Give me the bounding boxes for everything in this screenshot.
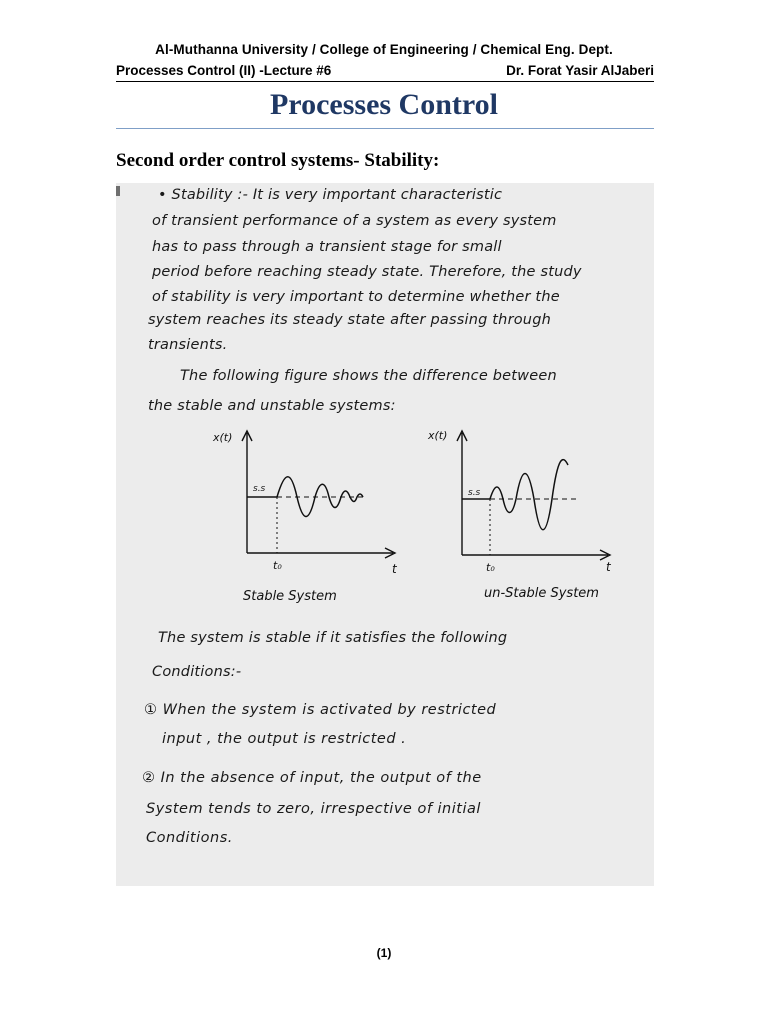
graph-caption: un-Stable System	[484, 586, 599, 601]
note-line: transients.	[148, 337, 228, 353]
note-line: • Stability :- It is very important characteristic	[158, 187, 503, 203]
note-line: The system is stable if it satisfies the following	[158, 630, 508, 646]
note-line: the stable and unstable systems:	[148, 398, 396, 414]
page-number: (1)	[376, 946, 392, 960]
institution-header: Al-Muthanna University / College of Engineering / Chemical Eng. Dept.	[155, 42, 613, 57]
y-axis-label: x(t)	[213, 431, 233, 444]
note-line: has to pass through a transient stage for small	[152, 239, 502, 255]
note-line: The following figure shows the difference between	[180, 368, 557, 384]
note-line: system reaches its steady state after passing through	[148, 312, 551, 328]
condition-2: ② In the absence of input, the output of the	[142, 770, 482, 786]
section-heading: Second order control systems- Stability:	[116, 150, 440, 171]
note-line: period before reaching steady state. Therefore, the study	[152, 264, 582, 280]
note-line: of stability is very important to determine whether the	[152, 289, 560, 305]
note-line: Conditions:-	[152, 664, 242, 680]
x-axis-label: t	[606, 560, 611, 574]
growing-oscillation	[490, 460, 568, 530]
unstable-system-graph	[420, 425, 620, 610]
steady-state-label: s.s	[468, 488, 481, 498]
condition-1: input , the output is restricted .	[162, 731, 407, 747]
scan-artifact	[116, 186, 120, 196]
condition-2: System tends to zero, irrespective of initial	[146, 801, 481, 817]
x-axis-label: t	[392, 562, 397, 576]
page-title: Processes Control	[269, 88, 499, 121]
title-divider	[116, 128, 654, 129]
steady-state-label: s.s	[253, 484, 266, 494]
t0-label: t₀	[273, 559, 282, 572]
stable-system-graph	[205, 425, 405, 610]
graph-caption: Stable System	[243, 589, 337, 604]
condition-1: ① When the system is activated by restricted	[144, 702, 497, 718]
course-header	[116, 63, 654, 82]
course-title: Processes Control (II) -Lecture #6	[116, 63, 332, 78]
condition-2: Conditions.	[146, 830, 233, 846]
note-line: of transient performance of a system as every system	[152, 213, 557, 229]
y-axis-label: x(t)	[428, 429, 448, 442]
t0-label: t₀	[486, 561, 495, 574]
author-name: Dr. Forat Yasir AlJaberi	[506, 63, 654, 78]
